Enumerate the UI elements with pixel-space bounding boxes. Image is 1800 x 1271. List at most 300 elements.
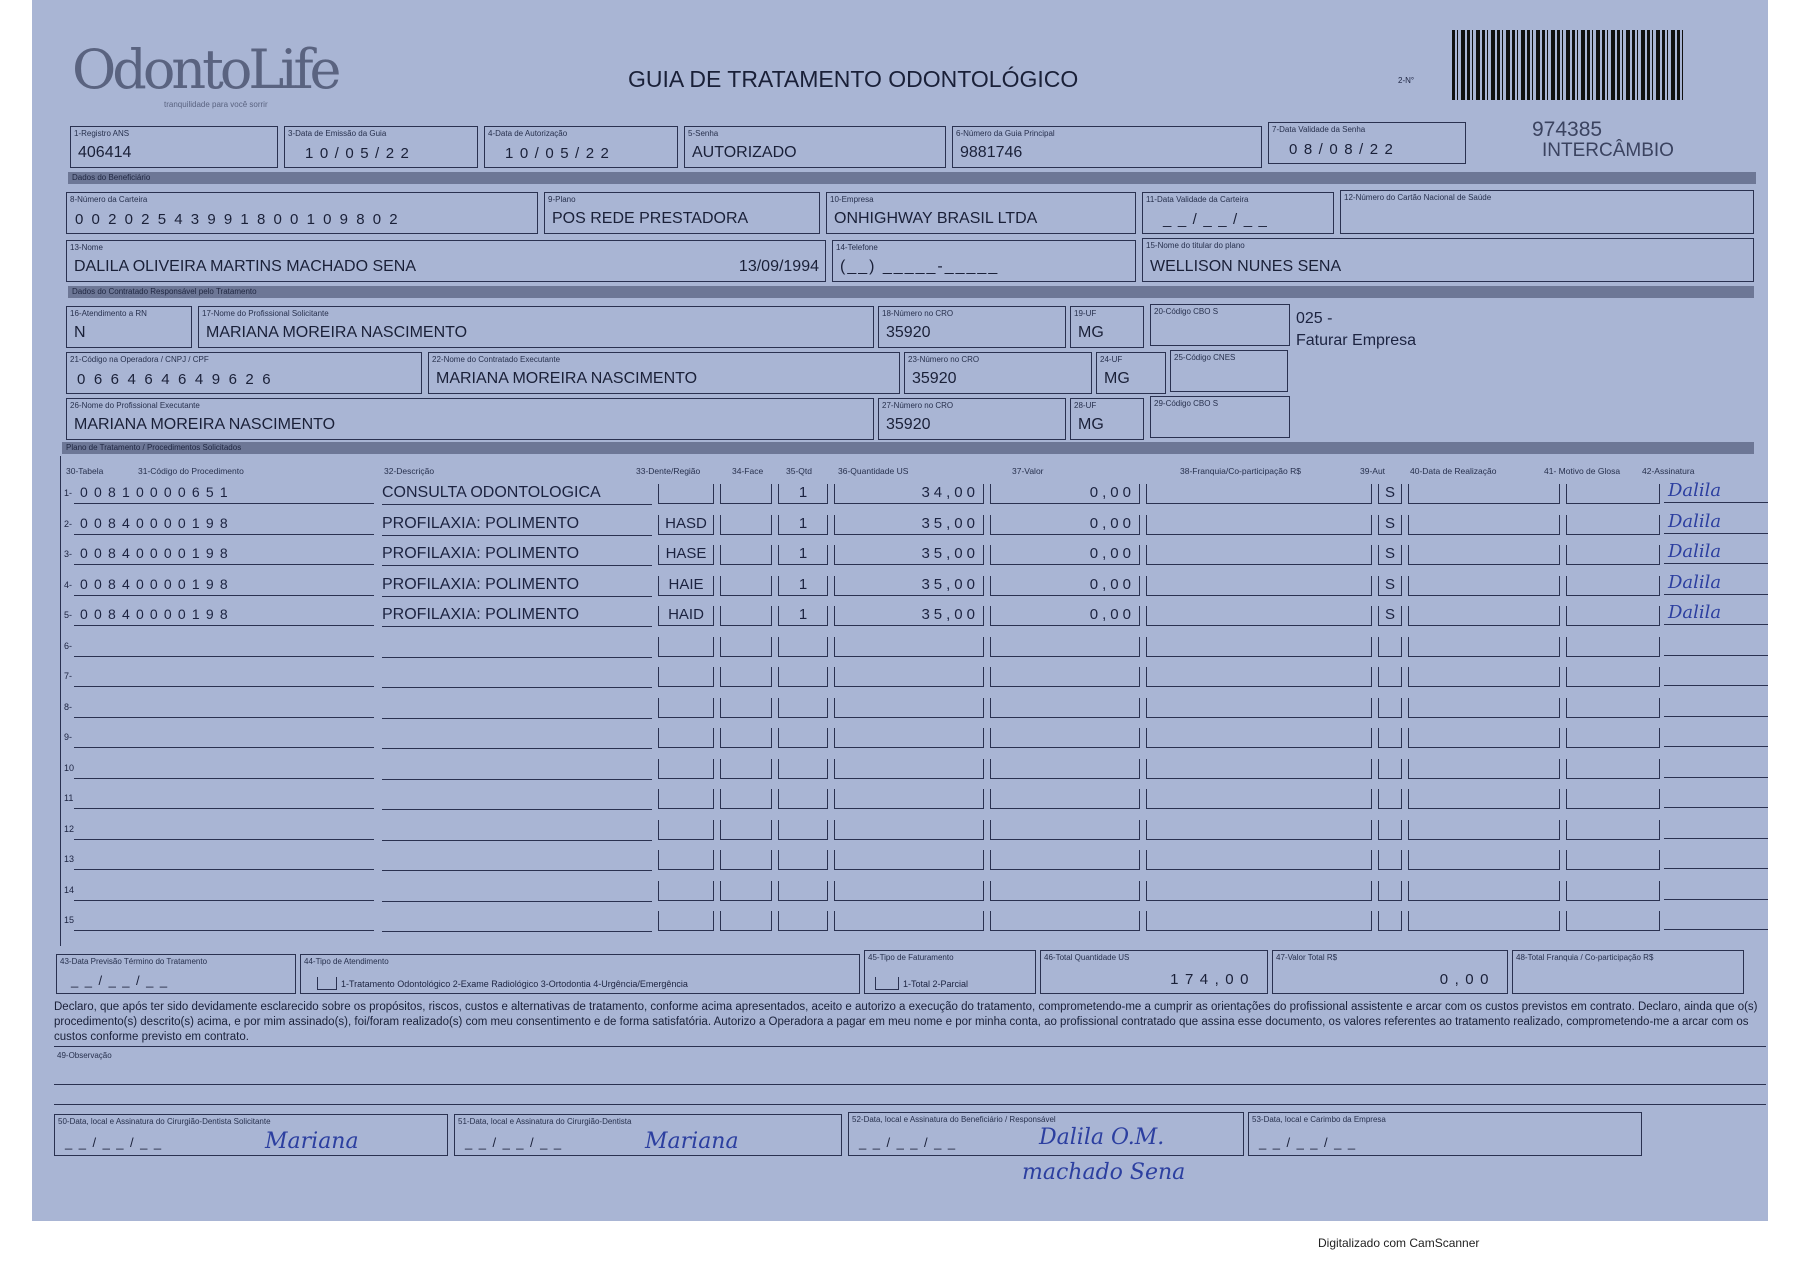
validade-carteira-value: __/__/__: [1163, 211, 1274, 228]
procedure-data-realizacao: [1408, 545, 1560, 565]
row-number: 15: [64, 915, 75, 925]
row-number: 11: [64, 793, 74, 803]
procedure-glosa: [1566, 759, 1660, 779]
procedure-code: [74, 911, 374, 931]
procedure-franquia: [1146, 728, 1372, 748]
procedure-valor: [990, 728, 1140, 748]
procedure-franquia: [1146, 911, 1372, 931]
procedure-row: [64, 602, 1744, 632]
procedure-aut: [1378, 728, 1402, 748]
procedure-qtd: [778, 881, 828, 901]
procedure-franquia: [1146, 515, 1372, 535]
field-titular: 15-Nome do titular do plano WELLISON NUNES SENA: [1142, 238, 1754, 282]
page-title: GUIA DE TRATAMENTO ODONTOLÓGICO: [628, 66, 1079, 92]
row-number: 7-: [64, 671, 73, 681]
field-tipo-atendimento: 44-Tipo de Atendimento 1-Tratamento Odontológico 2-Exame Radiológico 3-Ortodontia 4-Urgência/Emergência: [300, 954, 860, 994]
procedure-aut: S: [1378, 484, 1402, 504]
procedure-code: [74, 759, 374, 779]
sig-52-date: __/__/__: [859, 1135, 962, 1150]
procedure-franquia: [1146, 789, 1372, 809]
procedure-region: HAID: [658, 606, 714, 626]
procedure-code: [74, 881, 374, 901]
procedure-row: [64, 820, 1744, 846]
row-number: 9-: [64, 732, 73, 742]
field-cro-18: 18-Número no CRO 35920: [878, 306, 1066, 348]
field-guia-principal: 6-Número da Guia Principal 9881746: [952, 126, 1262, 168]
prof-solicitante-value: MARIANA MOREIRA NASCIMENTO: [206, 324, 468, 341]
field-uf-24: 24-UF MG: [1096, 352, 1166, 394]
procedure-franquia: [1146, 637, 1372, 657]
procedure-franquia: [1146, 667, 1372, 687]
procedure-description: [382, 820, 652, 841]
sig-52-signature-continued: machado Sena: [1022, 1160, 1186, 1185]
procedure-glosa: [1566, 637, 1660, 657]
procedure-glosa: [1566, 789, 1660, 809]
procedure-aut: S: [1378, 545, 1402, 565]
procedure-qtd: [778, 820, 828, 840]
procedure-valor: 0,00: [990, 576, 1140, 596]
observacao-label: 49-Observação: [57, 1051, 112, 1060]
procedure-signature: Dalila: [1668, 510, 1722, 532]
procedure-face: [720, 850, 772, 870]
procedure-data-realizacao: [1408, 576, 1560, 596]
data-autorizacao-value: 10/05/22: [505, 145, 616, 162]
valor-total-value: 0,00: [1439, 971, 1495, 988]
procedure-face: [720, 881, 772, 901]
procedure-region: [658, 637, 714, 657]
procedure-region: HAIE: [658, 576, 714, 596]
row-number: 8-: [64, 701, 73, 712]
procedure-data-realizacao: [1408, 606, 1560, 626]
procedure-qtd: [778, 728, 828, 748]
sig-51-date: __/__/__: [465, 1135, 568, 1150]
field-total-us: 46-Total Quantidade US 174,00: [1040, 950, 1268, 994]
procedure-face: [720, 606, 772, 626]
procedure-description: PROFILAXIA: POLIMENTO: [382, 606, 652, 627]
procedure-valor: 0,00: [990, 515, 1140, 535]
plano-value: POS REDE PRESTADORA: [552, 210, 749, 227]
tipo-atendimento-options: 1-Tratamento Odontológico 2-Exame Radiológico 3-Ortodontia 4-Urgência/Emergência: [341, 979, 688, 989]
row-number: 13: [64, 854, 75, 864]
procedure-data-realizacao: [1408, 789, 1560, 809]
procedure-description: [382, 728, 652, 749]
procedure-description: [382, 698, 652, 719]
procedure-signature: Dalila: [1668, 541, 1722, 562]
atendimento-rn-value: N: [74, 324, 86, 341]
procedure-qtd-us: [834, 728, 984, 748]
procedure-qtd: [778, 911, 828, 931]
procedure-glosa: [1566, 515, 1660, 535]
col-tabela: 30-Tabela: [66, 466, 104, 476]
field-tipo-faturamento: 45-Tipo de Faturamento 1-Total 2-Parcial: [864, 950, 1036, 994]
field-cbo-29: 29-Código CBO S: [1150, 396, 1290, 438]
procedure-data-realizacao: [1408, 698, 1560, 718]
procedure-franquia: [1146, 850, 1372, 870]
procedure-qtd: 1: [778, 576, 828, 596]
procedure-aut: [1378, 759, 1402, 779]
field-senha: 5-Senha AUTORIZADO: [684, 126, 946, 168]
procedure-qtd-us: [834, 850, 984, 870]
procedure-row: [64, 850, 1744, 876]
procedure-description: [382, 667, 652, 688]
previsao-value: __/__/__: [71, 973, 174, 988]
field-validade-carteira: 11-Data Validade da Carteira __/__/__: [1142, 192, 1334, 234]
procedure-face: [720, 545, 772, 565]
procedure-description: CONSULTA ODONTOLOGICA: [382, 484, 652, 505]
scanner-footer: Digitalizado com CamScanner: [1318, 1236, 1480, 1250]
barcode: [1452, 30, 1684, 100]
field-nome: 13-Nome DALILA OLIVEIRA MARTINS MACHADO SENA 13/09/1994: [66, 240, 826, 282]
procedure-valor: [990, 698, 1140, 718]
procedure-code: 00840000198: [74, 606, 374, 626]
procedure-data-realizacao: [1408, 881, 1560, 901]
procedure-valor: [990, 759, 1140, 779]
col-data-realizacao: 40-Data de Realização: [1410, 466, 1497, 476]
nome-value: DALILA OLIVEIRA MARTINS MACHADO SENA: [74, 258, 417, 275]
procedure-qtd: [778, 698, 828, 718]
billing-note-code: 025 -: [1296, 310, 1333, 327]
procedure-row: [64, 881, 1744, 907]
procedure-data-realizacao: [1408, 820, 1560, 840]
procedure-valor: 0,00: [990, 484, 1140, 504]
procedure-code: [74, 667, 374, 687]
procedure-valor: 0,00: [990, 606, 1140, 626]
procedure-glosa: [1566, 667, 1660, 687]
procedure-code: [74, 789, 374, 809]
row-number: 10: [64, 762, 75, 773]
registro-ans-value: 406414: [78, 144, 132, 161]
procedure-aut: [1378, 850, 1402, 870]
procedure-code: [74, 728, 374, 748]
procedure-qtd: [778, 759, 828, 779]
procedure-row: [64, 728, 1744, 754]
field-data-emissao: 3-Data de Emissão da Guia 10/05/22: [284, 126, 478, 168]
section-beneficiario: Dados do Beneficiário: [68, 172, 1756, 184]
procedure-valor: [990, 850, 1140, 870]
procedure-valor: [990, 637, 1140, 657]
procedure-row: [64, 698, 1744, 724]
procedure-code: [74, 637, 374, 657]
procedure-face: [720, 637, 772, 657]
procedure-valor: [990, 667, 1140, 687]
procedure-data-realizacao: [1408, 728, 1560, 748]
col-aut: 39-Aut: [1360, 466, 1386, 476]
field-prof-exec: 26-Nome do Profissional Executante MARIANA MOREIRA NASCIMENTO: [66, 398, 874, 440]
row-number: 5-: [64, 610, 73, 620]
procedure-data-realizacao: [1408, 911, 1560, 931]
procedure-glosa: [1566, 545, 1660, 565]
row-number: 2-: [64, 518, 73, 529]
row-number: 14: [64, 884, 75, 895]
row-number: 1-: [64, 488, 73, 498]
procedure-code: 00840000198: [74, 576, 374, 596]
procedure-signature-line: [1664, 929, 1768, 930]
field-previsao: 43-Data Previsão Término do Tratamento __/__/__: [56, 954, 296, 994]
procedure-row: [64, 510, 1744, 541]
procedure-face: [720, 484, 772, 504]
procedure-description: [382, 789, 652, 810]
odontolife-logo: [72, 38, 338, 120]
procedure-signature-line: [1664, 594, 1768, 595]
procedure-qtd: [778, 667, 828, 687]
procedure-row: [64, 911, 1744, 937]
tipo-atendimento-checkbox[interactable]: [317, 977, 337, 990]
guide-number: 974385: [1532, 118, 1603, 141]
cro-23-value: 35920: [912, 370, 957, 387]
observacao-line: [54, 1104, 1766, 1105]
procedure-signature-line: [1664, 838, 1768, 839]
procedure-code: [74, 850, 374, 870]
procedure-aut: [1378, 881, 1402, 901]
procedure-qtd-us: [834, 667, 984, 687]
procedure-aut: [1378, 637, 1402, 657]
field-uf-28: 28-UF MG: [1070, 398, 1144, 440]
field-carteira: 8-Número da Carteira 00202543991800109802: [66, 192, 538, 234]
field-sig-50: 50-Data, local e Assinatura do Cirurgião-Dentista Solicitante __/__/__ Mariana: [54, 1114, 448, 1156]
sig-51-signature: Mariana: [645, 1129, 739, 1154]
row-number: 3-: [64, 549, 73, 559]
sig-50-signature: Mariana: [265, 1129, 359, 1154]
procedure-glosa: [1566, 606, 1660, 626]
procedure-glosa: [1566, 820, 1660, 840]
field-empresa: 10-Empresa ONHIGHWAY BRASIL LTDA: [826, 192, 1136, 234]
titular-value: WELLISON NUNES SENA: [1150, 258, 1342, 275]
procedure-signature-line: [1664, 746, 1768, 747]
procedure-signature: Dalila: [1668, 571, 1722, 593]
procedure-qtd-us: [834, 759, 984, 779]
col-franquia: 38-Franquia/Co-participação R$: [1180, 466, 1301, 476]
field-cnes-25: 25-Código CNES: [1170, 350, 1288, 392]
procedure-code: [74, 698, 374, 718]
procedure-franquia: [1146, 820, 1372, 840]
procedure-description: [382, 637, 652, 658]
procedure-region: [658, 484, 714, 504]
procedure-data-realizacao: [1408, 759, 1560, 779]
procedure-qtd-us: 34,00: [834, 484, 984, 504]
cro-27-value: 35920: [886, 416, 931, 433]
procedure-region: [658, 759, 714, 779]
col-face: 34-Face: [732, 466, 764, 476]
row-number: 6-: [64, 640, 73, 651]
procedure-aut: [1378, 820, 1402, 840]
declaration-text: Declaro, que após ter sido devidamente esclarecido sobre os propósitos, riscos, custos e alternativas de tratamento, conforme acima apresentados, aceito e autorizo a execução do tratamento, comprometendo-me a cumprir as orientações do profissional assistente e arcar com os custos previstos em contrato. Declaro, ainda que o(s) procedimento(s) descrito(s) acima, e por mim assinado(s), foi/foram realizado(s) com meu consentimento e de forma satisfatória. Autorizo a Operadora a pagar em meu nome e por minha conta, ao profissional contratado que assina esse documento, os valores referentes ao tratamento realizado, comprometendo-me a arcar com os custos conforme previsto em contrato.: [54, 1001, 1758, 1043]
procedure-signature-line: [1664, 502, 1768, 503]
procedure-data-realizacao: [1408, 515, 1560, 535]
procedure-qtd: [778, 850, 828, 870]
field-atendimento-rn: 16-Atendimento a RN N: [66, 306, 192, 348]
col-codigo: 31-Código do Procedimento: [138, 466, 244, 476]
empresa-value: ONHIGHWAY BRASIL LTDA: [834, 210, 1038, 227]
procedure-region: [658, 728, 714, 748]
uf-19-value: MG: [1078, 324, 1104, 341]
birth-date: 13/09/1994: [738, 258, 819, 275]
procedure-franquia: [1146, 484, 1372, 504]
procedure-signature-line: [1664, 899, 1768, 900]
field-cro-23: 23-Número no CRO 35920: [904, 352, 1092, 394]
procedure-qtd-us: 35,00: [834, 606, 984, 626]
guia-principal-value: 9881746: [960, 144, 1023, 161]
procedure-qtd: 1: [778, 484, 828, 504]
procedure-description: PROFILAXIA: POLIMENTO: [382, 515, 652, 536]
contratado-exec-value: MARIANA MOREIRA NASCIMENTO: [436, 370, 698, 387]
procedure-face: [720, 820, 772, 840]
procedure-qtd: 1: [778, 515, 828, 535]
telefone-value: (__) _____-_____: [840, 258, 1000, 275]
procedure-glosa: [1566, 911, 1660, 931]
validade-senha-value: 08/08/22: [1289, 141, 1400, 158]
codigo-operadora-value: 066464649626: [77, 371, 280, 388]
procedure-signature-line: [1664, 716, 1768, 717]
field-registro-ans: 1-Registro ANS 406414: [70, 126, 278, 168]
procedure-description: PROFILAXIA: POLIMENTO: [382, 576, 652, 597]
total-us-value: 174,00: [1170, 971, 1255, 988]
procedure-signature: Dalila: [1668, 480, 1722, 501]
procedure-data-realizacao: [1408, 667, 1560, 687]
procedure-franquia: [1146, 881, 1372, 901]
field-total-franquia: 48-Total Franquia / Co-participação R$: [1512, 950, 1744, 994]
procedure-signature-line: [1664, 777, 1768, 778]
procedure-signature-line: [1664, 563, 1768, 564]
field-uf-19: 19-UF MG: [1070, 306, 1144, 348]
observacao-line: [54, 1084, 1766, 1085]
procedure-face: [720, 911, 772, 931]
procedure-aut: [1378, 911, 1402, 931]
procedure-signature-line: [1664, 868, 1768, 869]
sig-52-signature: Dalila O.M.: [1039, 1125, 1165, 1150]
procedure-row: [64, 637, 1744, 663]
procedure-franquia: [1146, 606, 1372, 626]
procedure-signature-line: [1664, 655, 1768, 656]
procedure-face: [720, 698, 772, 718]
observacao-box: [54, 1046, 1766, 1109]
procedure-signature-line: [1664, 807, 1768, 808]
procedure-qtd: [778, 637, 828, 657]
field-plano: 9-Plano POS REDE PRESTADORA: [544, 192, 820, 234]
field-contratado-exec: 22-Nome do Contratado Executante MARIANA MOREIRA NASCIMENTO: [428, 352, 900, 394]
procedure-face: [720, 789, 772, 809]
procedure-face: [720, 576, 772, 596]
field-codigo-operadora: 21-Código na Operadora / CNPJ / CPF 066464649626: [66, 352, 422, 394]
procedure-qtd: 1: [778, 545, 828, 565]
procedure-data-realizacao: [1408, 484, 1560, 504]
procedure-franquia: [1146, 759, 1372, 779]
uf-28-value: MG: [1078, 416, 1104, 433]
logo-tagline: tranquilidade para você sorrir: [164, 100, 268, 109]
procedure-valor: 0,00: [990, 545, 1140, 565]
guide-form-sheet: [32, 0, 1768, 1221]
field-telefone: 14-Telefone (__) _____-_____: [832, 240, 1136, 282]
procedure-valor: [990, 820, 1140, 840]
procedure-valor: [990, 789, 1140, 809]
procedure-row: [64, 541, 1744, 571]
procedure-signature-line: [1664, 624, 1768, 625]
procedure-glosa: [1566, 850, 1660, 870]
procedure-description: [382, 850, 652, 871]
procedure-row: [64, 759, 1744, 785]
procedure-aut: [1378, 667, 1402, 687]
col-assinatura: 42-Assinatura: [1642, 466, 1695, 476]
field-validade-senha: 7-Data Validade da Senha 08/08/22: [1268, 122, 1466, 164]
prof-exec-value: MARIANA MOREIRA NASCIMENTO: [74, 416, 336, 433]
procedure-region: [658, 667, 714, 687]
procedure-glosa: [1566, 576, 1660, 596]
field-valor-total: 47-Valor Total R$ 0,00: [1272, 950, 1508, 994]
field-cartao-nacional: 12-Número do Cartão Nacional de Saúde: [1340, 190, 1754, 234]
sig-53-date: __/__/__: [1259, 1135, 1362, 1150]
procedure-face: [720, 515, 772, 535]
procedure-qtd-us: [834, 911, 984, 931]
col-dente: 33-Dente/Região: [636, 466, 701, 476]
procedure-signature-line: [1664, 685, 1768, 686]
billing-note-text: Faturar Empresa: [1296, 332, 1417, 349]
procedure-region: HASD: [658, 515, 714, 535]
procedure-code: 00840000198: [74, 515, 374, 535]
data-emissao-value: 10/05/22: [305, 145, 416, 162]
procedure-row: [64, 480, 1744, 510]
procedure-signature-line: [1664, 533, 1768, 534]
sig-50-date: __/__/__: [65, 1135, 168, 1150]
procedure-valor: [990, 881, 1140, 901]
field-sig-53: 53-Data, local e Carimbo da Empresa __/__/__: [1248, 1112, 1642, 1156]
procedure-signature: Dalila: [1668, 602, 1722, 623]
procedure-glosa: [1566, 728, 1660, 748]
procedure-qtd-us: [834, 637, 984, 657]
procedure-qtd-us: 35,00: [834, 576, 984, 596]
procedure-data-realizacao: [1408, 637, 1560, 657]
section-contratado: Dados do Contratado Responsável pelo Tratamento: [68, 286, 1754, 298]
col-descricao: 32-Descrição: [384, 466, 435, 476]
uf-24-value: MG: [1104, 370, 1130, 387]
col-qtd: 35-Qtd: [786, 466, 812, 476]
procedure-aut: [1378, 789, 1402, 809]
procedure-region: [658, 698, 714, 718]
section-plano: Plano de Tratamento / Procedimentos Solicitados: [62, 442, 1754, 454]
logo-text: OdontoLife: [72, 38, 338, 101]
procedure-row: [64, 667, 1744, 693]
procedure-description: PROFILAXIA: POLIMENTO: [382, 545, 652, 566]
procedure-qtd: [778, 789, 828, 809]
procedure-row: [64, 789, 1744, 815]
col-qtd-us: 36-Quantidade US: [838, 466, 909, 476]
procedure-region: [658, 850, 714, 870]
procedure-glosa: [1566, 881, 1660, 901]
procedure-franquia: [1146, 576, 1372, 596]
procedure-description: [382, 759, 652, 780]
procedure-franquia: [1146, 545, 1372, 565]
procedure-description: [382, 911, 652, 932]
field-cro-27: 27-Número no CRO 35920: [878, 398, 1066, 440]
barcode-label: 2-N°: [1398, 76, 1415, 85]
procedure-region: HASE: [658, 545, 714, 565]
procedure-face: [720, 759, 772, 779]
procedure-region: [658, 911, 714, 931]
procedure-glosa: [1566, 484, 1660, 504]
procedure-glosa: [1566, 698, 1660, 718]
row-number: 4-: [64, 579, 73, 590]
field-sig-52: 52-Data, local e Assinatura do Beneficiário / Responsável __/__/__ Dalila O.M.: [848, 1112, 1244, 1156]
procedure-valor: [990, 911, 1140, 931]
procedure-description: [382, 881, 652, 902]
procedure-aut: S: [1378, 606, 1402, 626]
guide-type: INTERCÂMBIO: [1542, 140, 1674, 161]
senha-value: AUTORIZADO: [692, 144, 797, 161]
col-valor: 37-Valor: [1012, 466, 1044, 476]
tipo-faturamento-checkbox[interactable]: [875, 977, 899, 990]
cro-18-value: 35920: [886, 324, 931, 341]
procedure-region: [658, 789, 714, 809]
procedure-data-realizacao: [1408, 850, 1560, 870]
row-number: 12: [64, 823, 75, 834]
